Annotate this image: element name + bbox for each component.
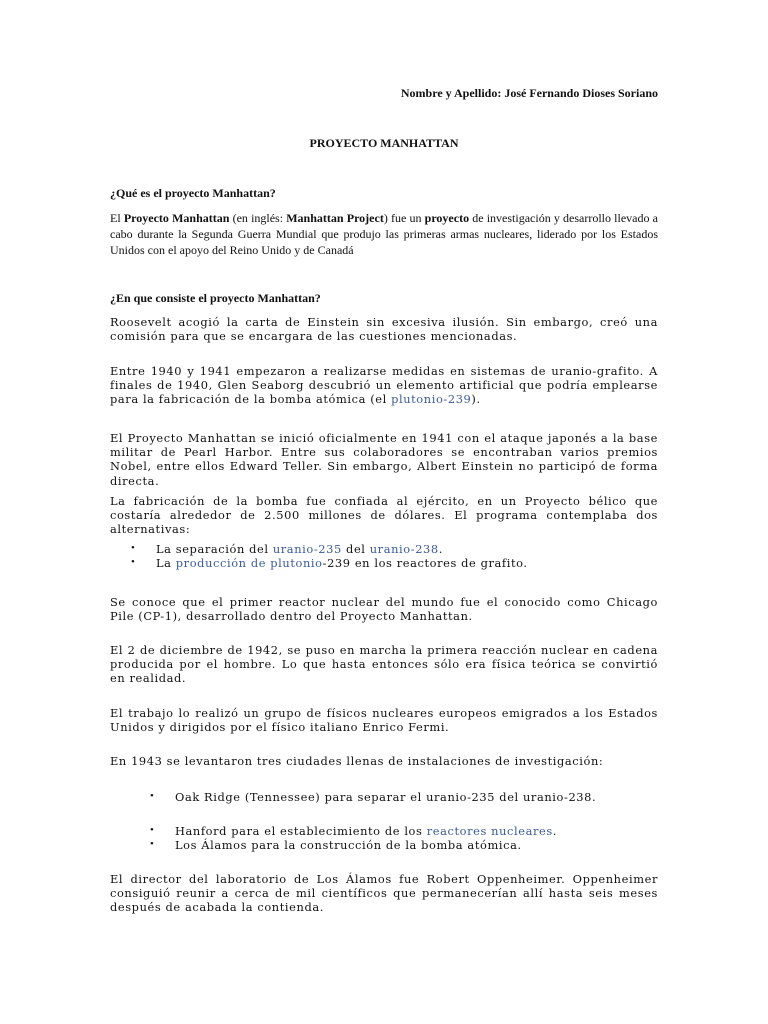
list1-item1-text-c: . <box>438 542 443 556</box>
link-uranio-235[interactable]: uranio-235 <box>272 542 342 556</box>
list2-item-los-alamos: Los Álamos para la construcción de la bomba atómica. <box>175 838 522 852</box>
list2-bullet-3: • <box>150 838 154 850</box>
author-line: Nombre y Apellido: José Fernando Dioses Soriano <box>400 86 658 100</box>
definition-text-4: de investigación y desarrollo llevado a cabo durante la Segunda Guerra Mundial que produjo las primeras armas nucleares, liderado por los Estados Unidos con el apoyo del Reino Unido y de Canadá <box>110 211 658 257</box>
list1-item2-text-b: -239 en los reactores de grafito. <box>322 556 528 570</box>
paragraph-ciudades: En 1943 se levantaron tres ciudades llenas de instalaciones de investigación: <box>110 754 604 768</box>
definition-text-3: ) fue un <box>383 211 425 225</box>
list2-bullet-1: • <box>150 790 154 802</box>
list2-item2-text-a: Hanford para el establecimiento de los <box>175 824 427 838</box>
list2-item2-text-b: . <box>552 824 558 838</box>
paragraph-definition <box>110 210 658 258</box>
definition-text-1: El <box>110 211 124 225</box>
section-heading-what: ¿Qué es el proyecto Manhattan? <box>110 186 276 200</box>
definition-bold-3: proyecto <box>424 211 470 225</box>
paragraph-reaccion: El 2 de diciembre de 1942, se puso en marcha la primera reacción nuclear en cadena producida por el hombre. Lo que hasta entonces sólo era física teórica se convirtió en realidad. <box>110 643 658 686</box>
list1-bullet-2: • <box>131 556 135 568</box>
paragraph-fermi: El trabajo lo realizó un grupo de físicos nucleares europeos emigrados a los Estados Unidos y dirigidos por el físico italiano Enrico Fermi. <box>110 706 658 735</box>
paragraph-chicago-pile: Se conoce que el primer reactor nuclear del mundo fue el conocido como Chicago Pile (CP-1), desarrollado dentro del Proyecto Manhattan. <box>110 595 658 624</box>
link-reactores-nucleares[interactable]: reactores nucleares <box>426 824 553 838</box>
list2-item-oak-ridge: Oak Ridge (Tennessee) para separar el uranio-235 del uranio-238. <box>175 790 597 804</box>
document-title: PROYECTO MANHATTAN <box>309 136 459 150</box>
paragraph-oppenheimer: El director del laboratorio de Los Álamos fue Robert Oppenheimer. Oppenheimer consiguió reunir a cerca de mil científicos que permanecerían allí hasta seis meses después de acabada la contienda. <box>110 872 658 915</box>
definition-text-2: (en inglés: <box>229 211 287 225</box>
link-plutonio-239[interactable]: plutonio-239 <box>391 392 472 407</box>
paragraph-uranio-text-b: ). <box>471 392 481 407</box>
paragraph-inicio: El Proyecto Manhattan se inició oficialmente en 1941 con el ataque japonés a la base militar de Pearl Harbor. Entre sus colaboradores se encontraban varios premios Nobel, entre ellos Edward Teller. Sin embargo, Albert Einstein no participó de forma directa. <box>110 431 658 488</box>
paragraph-uranio-grafito <box>110 364 658 407</box>
link-uranio-238[interactable]: uranio-238 <box>369 542 439 556</box>
link-produccion-plutonio[interactable]: producción de plutonio <box>175 556 323 570</box>
list1-item2-text-a: La <box>156 556 176 570</box>
paragraph-uranio-text-a: Entre 1940 y 1941 empezaron a realizarse medidas en sistemas de uranio-grafito. A finales de 1940, Glen Seaborg descubrió un elemento artificial que podría emplearse para la fabricación de la bomba atómica (el <box>110 364 658 407</box>
list1-item1-text-b: del <box>341 542 370 556</box>
list1-bullet-1: • <box>131 542 135 554</box>
list2-item-hanford <box>175 824 557 838</box>
paragraph-roosevelt: Roosevelt acogió la carta de Einstein sin excesiva ilusión. Sin embargo, creó una comisión para que se encargara de las cuestiones mencionadas. <box>110 315 658 344</box>
section-heading-consists: ¿En que consiste el proyecto Manhattan? <box>110 291 321 305</box>
list2-bullet-2: • <box>150 824 154 836</box>
list1-item-separacion <box>156 542 443 556</box>
list1-item-produccion <box>156 556 528 570</box>
list1-item1-text-a: La separación del <box>156 542 273 556</box>
definition-bold-1: Proyecto Manhattan <box>123 211 230 225</box>
definition-bold-2: Manhattan Project <box>286 211 384 225</box>
paragraph-fabricacion: La fabricación de la bomba fue confiada al ejército, en un Proyecto bélico que costaría alrededor de 2.500 millones de dólares. El programa contemplaba dos alternativas: <box>110 494 658 537</box>
